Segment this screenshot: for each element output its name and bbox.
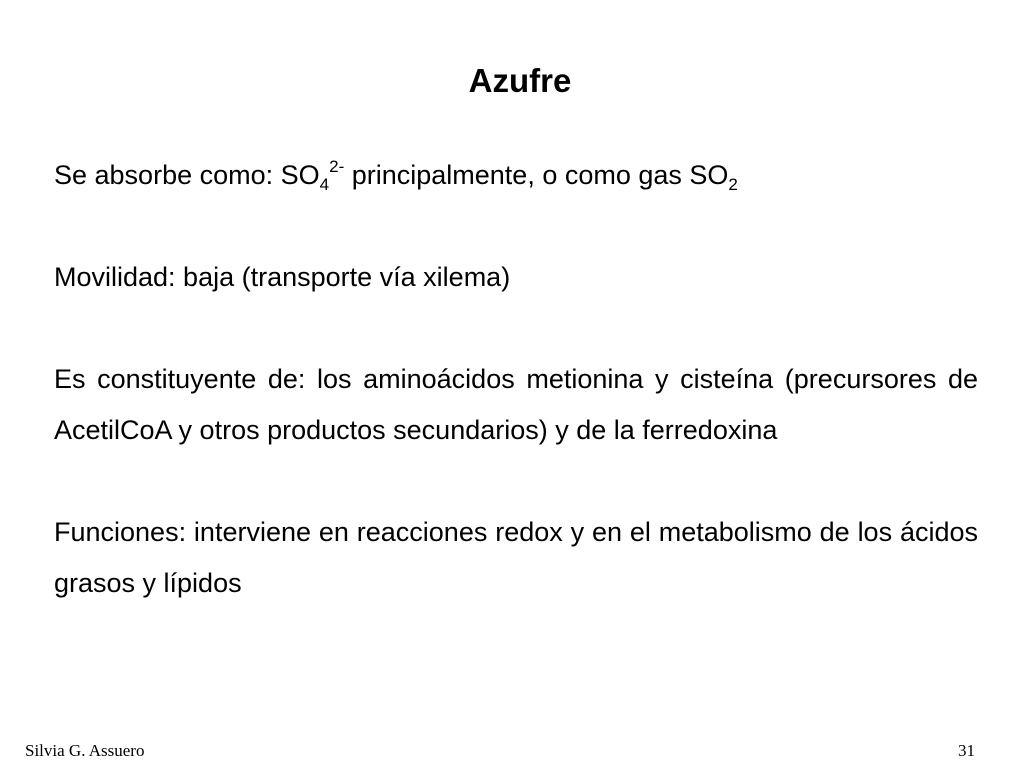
absorption-middle: principalmente, o como gas SO <box>344 160 729 190</box>
absorption-superscript-charge: 2- <box>329 157 345 176</box>
slide-content <box>54 150 978 660</box>
constituent-paragraph: Es constituyente de: los aminoácidos metionina y cisteína (precursores de AcetilCoA y otros productos secundarios) y de la ferredoxina <box>54 364 978 445</box>
absorption-prefix: Se absorbe como: SO <box>54 160 320 190</box>
absorption-paragraph <box>54 150 978 201</box>
page-number: 31 <box>958 741 975 760</box>
absorption-subscript-2: 2 <box>728 175 738 194</box>
functions-paragraph: Funciones: interviene en reacciones redox y en el metabolismo de los ácidos grasos y lípidos <box>54 517 978 598</box>
footer-author: Silvia G. Assuero <box>25 741 145 760</box>
slide-title: Azufre <box>468 62 572 99</box>
mobility-paragraph: Movilidad: baja (transporte vía xilema) <box>54 262 511 292</box>
absorption-subscript-4: 4 <box>319 175 330 194</box>
